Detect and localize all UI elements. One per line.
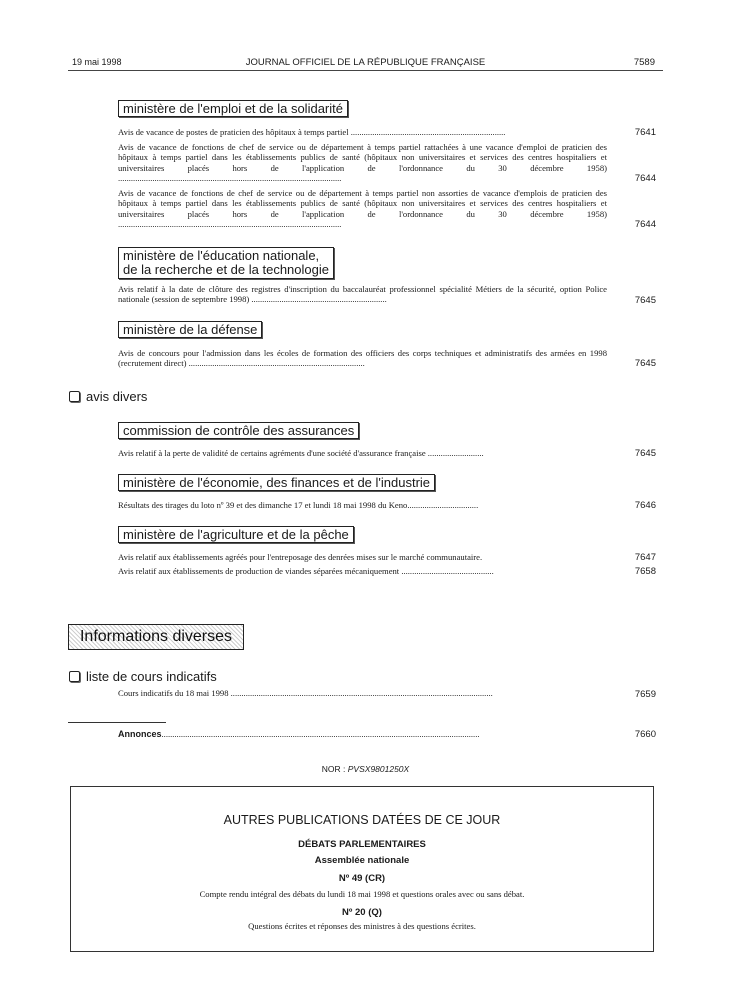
ministry-heading-defense: ministère de la défense [118,321,262,338]
ministry-heading-line: ministère de l'éducation nationale, [123,248,320,263]
page-header [0,0,731,80]
nor-reference [0,764,731,774]
nor-prefix: NOR : [321,764,346,774]
informations-diverses-banner: Informations diverses [68,624,244,650]
group-heading-assurances: commission de contrôle des assurances [118,422,359,439]
issue-number: Nº 20 (Q) [342,907,382,918]
issue-number: Nº 49 (CR) [338,873,386,884]
assemblee-heading: Assemblée nationale [314,855,410,866]
header-rule [68,70,663,71]
annonces-label: Annonces [118,729,162,739]
group-heading-economie: ministère de l'économie, des finances et de l'industrie [118,474,435,491]
toc-entry-annonces[interactable] [118,729,607,739]
ministry-heading-education [118,247,334,279]
header-page-number: 7589 [633,57,655,68]
section-heading: avis divers [86,389,148,404]
section-avis-divers [69,389,147,404]
group-heading-agriculture: ministère de l'agriculture et de la pêche [118,526,354,543]
toc-page-number: 7646 [634,500,656,511]
journal-title: JOURNAL OFFICIEL DE LA RÉPUBLIQUE FRANÇAISE [245,57,486,68]
toc-entry[interactable]: Cours indicatifs du 18 mai 1998 .......................................................................................................................... [118,688,493,698]
ministry-heading-emploi: ministère de l'emploi et de la solidarité [118,100,348,117]
toc-entry[interactable]: Avis de concours pour l'admission dans les écoles de formation des officiers des corps techniques et administratifs des armées en 1998 (recrutement direct) .................................................................................. [118,348,607,369]
issue-description: Questions écrites et réponses des ministres à des questions écrites. [248,921,476,931]
toc-entry[interactable]: Avis relatif à la date de clôture des registres d'inscription du baccalauréat professionnel spécialité Métiers de la sécurité, option Police nationale (session de septembre 1998) ............................................................... [118,284,607,305]
toc-page-number: 7658 [634,566,656,577]
issue-description: Compte rendu intégral des débats du lundi 18 mai 1998 et questions orales avec ou sans débat. [199,889,525,899]
toc-entry[interactable]: Avis relatif à la perte de validité de certains agréments d'une société d'assurance française .......................... [118,448,484,458]
checkbox-square-icon [69,391,80,402]
toc-page-number: 7645 [634,448,656,459]
toc-entry[interactable]: Avis de vacance de fonctions de chef de service ou de département à temps partiel rattachées à une vacance d'emploi de praticien des hôpitaux à temps partiel dans les établissements publics de santé (hôpitaux non universitaires et services des centres hospitaliers et universitaires placés hors de l'application de l'ordonnance du 30 décembre 1958) ........................................................................................................ [118,142,607,184]
leader-dots: .................................................................................................................................................... [161,729,480,739]
other-publications-box [70,786,654,952]
toc-entry[interactable]: Résultats des tirages du loto nº 39 et des dimanche 17 et lundi 18 mai 1998 du Keno................................. [118,500,479,510]
section-heading: liste de cours indicatifs [86,669,217,684]
toc-entry[interactable]: Avis relatif aux établissements agréés pour l'entreposage des denrées mises sur le marché communautaire. [118,552,483,562]
toc-page-number: 7644 [634,219,656,230]
separator-rule [68,722,166,723]
toc-page-number: 7645 [634,295,656,306]
debats-heading: DÉBATS PARLEMENTAIRES [298,839,426,850]
nor-code: PVSX9801250X [347,764,410,774]
publications-title: AUTRES PUBLICATIONS DATÉES DE CE JOUR [223,813,501,827]
toc-page-number: 7647 [634,552,656,563]
toc-entry[interactable]: Avis relatif aux établissements de production de viandes séparées mécaniquement ........................................... [118,566,494,576]
toc-page-number: 7644 [634,173,656,184]
toc-entry[interactable]: Avis de vacance de fonctions de chef de service ou de département à temps partiel non assorties de vacance d'emplois de praticien des hôpitaux à temps partiel dans les établissements publics de santé (hôpitaux non universitaires et services des centres hospitaliers et universitaires placés hors de l'application de l'ordonnance du 30 décembre 1958) ........................................................................................................ [118,188,607,230]
toc-page-number: 7660 [634,729,656,740]
ministry-heading-line: de la recherche et de la technologie [123,262,329,277]
toc-entry[interactable]: Avis de vacance de postes de praticien des hôpitaux à temps partiel ........................................................................ [118,127,506,137]
checkbox-square-icon [69,671,80,682]
toc-page-number: 7641 [634,127,656,138]
toc-page-number: 7645 [634,358,656,369]
section-liste-cours [69,669,217,684]
toc-page-number: 7659 [634,689,656,700]
header-date: 19 mai 1998 [72,57,122,67]
